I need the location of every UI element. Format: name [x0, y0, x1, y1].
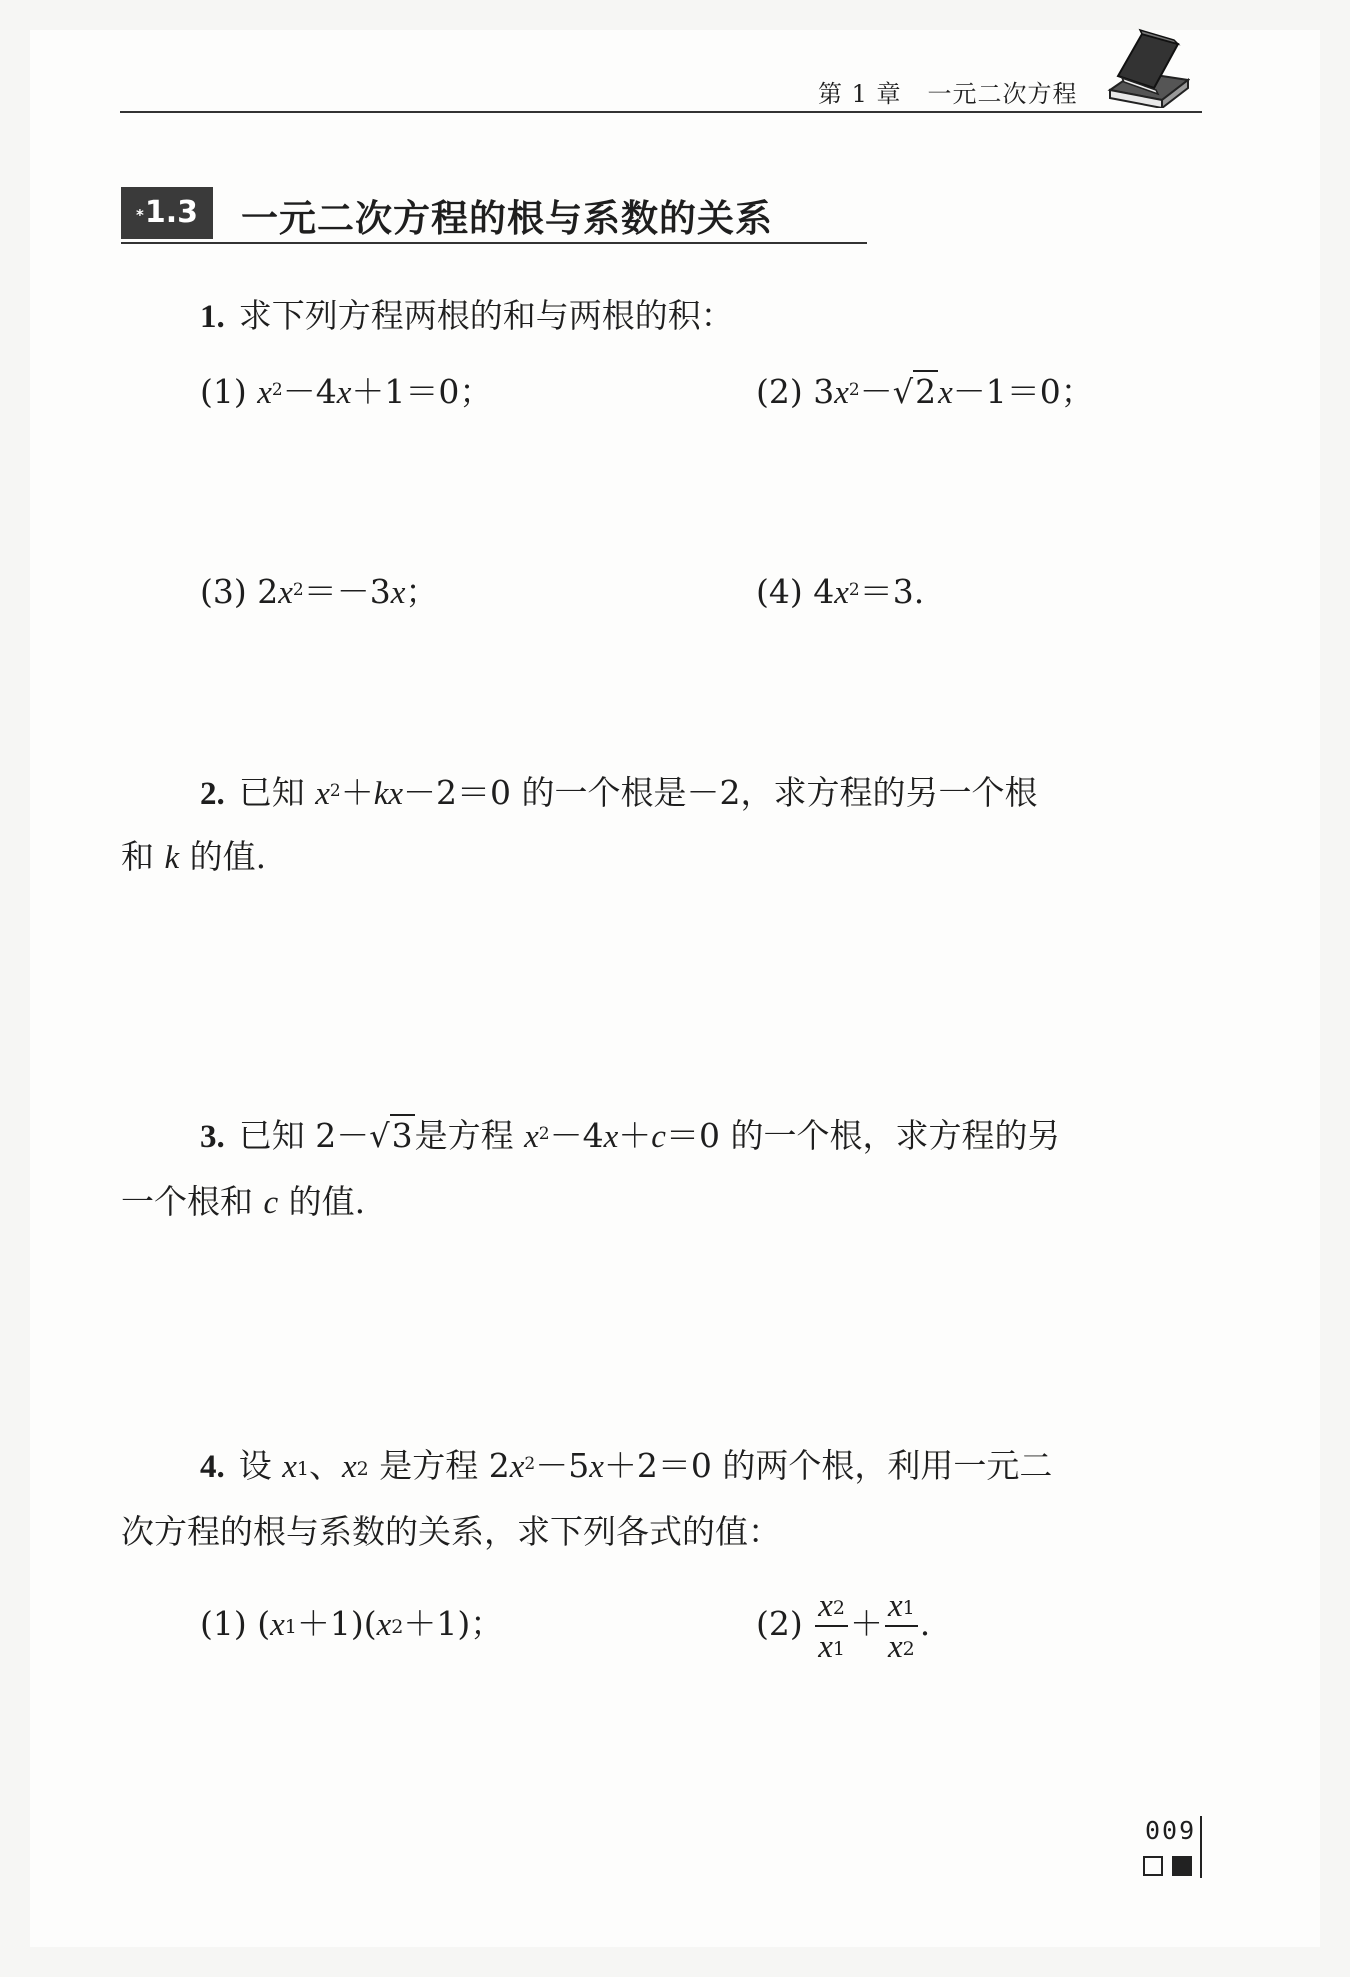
footer-square-outline: [1143, 1856, 1163, 1876]
footer-rule: [1200, 1816, 1202, 1878]
problem-1-part-1: (1) $x^2-4x+1=0$；: [200, 372, 493, 411]
running-header: [818, 74, 1078, 109]
problem-1-part-2: (2) $3x^2-√2x-1=0$；: [756, 372, 1094, 411]
section-rule: [121, 242, 867, 244]
section-title: 一元二次方程的根与系数的关系: [241, 197, 773, 240]
problem-4-part-1: (1) $(x_1+1)(x_2+1)$；: [200, 1604, 504, 1643]
problem-2-line-1: 2. 已知 $x^2+kx-2=0$ 的一个根是－2，求方程的另一个根: [200, 773, 1038, 812]
problem-4-line-2: 次方程的根与系数的关系，求下列各式的值：: [121, 1512, 781, 1551]
chapter-title: 一元二次方程: [927, 80, 1078, 108]
header-rule: [120, 111, 1202, 113]
problem-1-part-4: (4) $4x^2=3$.: [756, 572, 925, 611]
problem-3-line-1: 3. 已知 2－√3是方程 $x^2-4x+c=0$ 的一个根，求方程的另: [200, 1116, 1061, 1155]
problem-1-part-3: (3) $2x^2=-3x$；: [200, 572, 439, 611]
page-number: 009: [1145, 1816, 1197, 1845]
problem-2-line-2: 和 k 的值.: [121, 837, 267, 876]
problem-1-statement: 1. 求下列方程两根的和与两根的积：: [200, 296, 734, 335]
problem-4-part-2: (2) $\frac{x_2}{x_1}$ ＋ $\frac{x_1}{x_2}$ .: [756, 1588, 931, 1665]
problem-4-line-1: 4. 设 $x_1$、$x_2$ 是方程 $2x^2-5x+2=0$ 的两个根，利用一元二: [200, 1446, 1053, 1485]
chapter-number: 第 1 章: [818, 80, 902, 108]
sqrt-2: √2: [892, 372, 937, 411]
book-stack-icon: [1104, 28, 1190, 108]
fraction-x2-over-x1: $\frac{x_2}{x_1}$: [815, 1586, 848, 1666]
fraction-x1-over-x2: $\frac{x_1}{x_2}$: [885, 1586, 918, 1666]
footer-square-filled: [1172, 1856, 1192, 1876]
sqrt-3: √3: [369, 1116, 413, 1155]
problem-3-line-2: 一个根和 c 的值.: [121, 1182, 366, 1221]
section-number-badge: *1.3: [121, 187, 213, 239]
